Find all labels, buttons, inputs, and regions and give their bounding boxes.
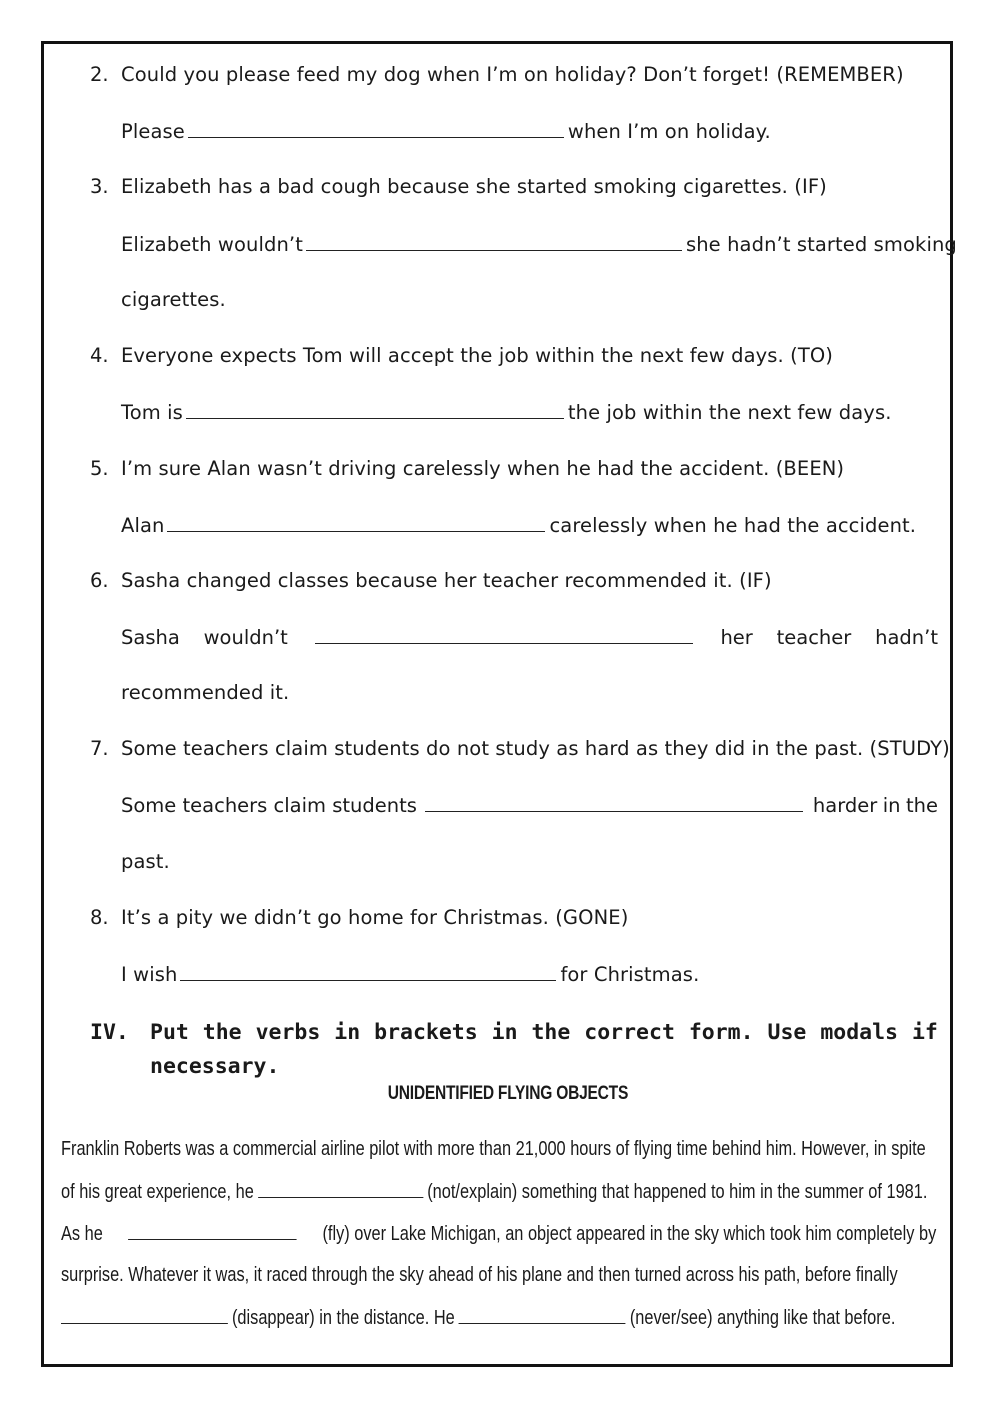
q7-number: 7. <box>90 737 109 760</box>
q8-answer-after: for Christmas. <box>560 963 700 986</box>
q5-prompt: I’m sure Alan wasn’t driving carelessly when he had the accident. (BEEN) <box>121 457 845 480</box>
q2-prompt: Could you please feed my dog when I’m on holiday? Don’t forget! (REMEMBER) <box>121 63 904 86</box>
q5-number: 5. <box>90 457 109 480</box>
q7-answer-before: Some teachers claim students <box>121 794 417 817</box>
q2-answer-after: when I’m on holiday. <box>567 120 771 143</box>
instruction-word: modals <box>820 1020 898 1045</box>
blank-disappear[interactable] <box>61 1306 228 1324</box>
q4-answer-before: Tom is <box>121 401 183 424</box>
blank-not-explain[interactable] <box>258 1180 423 1198</box>
instruction-word: Put <box>150 1020 189 1045</box>
section-iv-instruction-cont: necessary. <box>150 1054 280 1079</box>
q4-answer-blank[interactable] <box>186 400 564 419</box>
q8-answer-blank[interactable] <box>180 962 556 981</box>
q6-word: Sasha <box>121 626 180 649</box>
instruction-word: verbs <box>255 1020 321 1045</box>
q3-prompt: Elizabeth has a bad cough because she started smoking cigarettes. (IF) <box>121 175 827 198</box>
q6-number: 6. <box>90 569 109 592</box>
q4-number: 4. <box>90 344 109 367</box>
passage-line-3-after: (fly) over Lake Michigan, an object appeared in the sky which took him completely by <box>322 1223 937 1245</box>
section-iv-numeral: IV. <box>90 1020 129 1045</box>
instruction-word: Use <box>767 1020 807 1045</box>
q5-answer-before: Alan <box>121 514 165 537</box>
passage-line-3 <box>61 1222 936 1246</box>
q8-number: 8. <box>90 906 109 929</box>
q7-prompt: Some teachers claim students do not study as hard as they did in the past. (STUDY) <box>121 737 950 760</box>
passage-line-2 <box>61 1180 936 1204</box>
passage-line-5 <box>61 1306 936 1330</box>
instruction-word: correct <box>584 1020 675 1045</box>
q7-word: harder <box>812 794 878 817</box>
q3-number: 3. <box>90 175 109 198</box>
q8-answer-line <box>121 962 699 986</box>
instruction-word: brackets <box>374 1020 478 1045</box>
q5-answer-blank[interactable] <box>167 513 545 532</box>
q3-answer-line <box>121 232 957 256</box>
q7-word: the <box>905 794 938 817</box>
q3-answer-after: she hadn’t started smoking <box>685 233 957 256</box>
instruction-word: if <box>911 1020 938 1045</box>
q2-answer-blank[interactable] <box>188 119 564 138</box>
instruction-word: the <box>202 1020 242 1045</box>
passage-title: UNIDENTIFIED FLYING OBJECTS <box>387 1083 629 1104</box>
passage-line-4-text: surprise. Whatever it was, it raced through the sky ahead of his plane and then turned across his path, before finally <box>61 1264 898 1286</box>
q6-answer-cont: recommended it. <box>121 681 290 704</box>
q5-answer-after: carelessly when he had the accident. <box>549 514 917 537</box>
passage-line-4 <box>61 1264 936 1287</box>
passage-line-5-mid: (disappear) in the distance. He <box>231 1307 455 1329</box>
q3-answer-blank[interactable] <box>306 232 682 251</box>
q4-answer-line <box>121 400 892 424</box>
passage-line-3-before: As he <box>61 1223 103 1245</box>
section-iv-instruction <box>150 1020 938 1045</box>
instruction-word: the <box>531 1020 571 1045</box>
passage-line-5-after: (never/see) anything like that before. <box>629 1307 896 1329</box>
passage-line-2-before: of his great experience, he <box>61 1181 254 1203</box>
q2-answer-line <box>121 119 771 143</box>
q7-word: in <box>882 794 901 817</box>
q7-answer-blank[interactable] <box>425 793 803 812</box>
q8-prompt: It’s a pity we didn’t go home for Christmas. (GONE) <box>121 906 629 929</box>
instruction-word: in <box>334 1020 361 1045</box>
q8-answer-before: I wish <box>121 963 178 986</box>
q6-answer-line <box>121 625 938 649</box>
q6-word: her <box>720 626 753 649</box>
passage-line-1-text: Franklin Roberts was a commercial airline pilot with more than 21,000 hours of flying time behind him. However, in spite <box>61 1138 926 1160</box>
q3-answer-before: Elizabeth wouldn’t <box>121 233 303 256</box>
q2-answer-before: Please <box>121 120 185 143</box>
q4-prompt: Everyone expects Tom will accept the job within the next few days. (TO) <box>121 344 834 367</box>
q6-word: hadn’t <box>875 626 938 649</box>
q6-prompt: Sasha changed classes because her teacher recommended it. (IF) <box>121 569 772 592</box>
passage-line-1 <box>61 1138 936 1161</box>
q6-word: wouldn’t <box>203 626 288 649</box>
blank-never-see[interactable] <box>459 1306 626 1324</box>
instruction-word: form. <box>688 1020 754 1045</box>
q5-answer-line <box>121 513 916 537</box>
passage-line-2-after: (not/explain) something that happened to him in the summer of 1981. <box>427 1181 928 1203</box>
q4-answer-after: the job within the next few days. <box>567 401 892 424</box>
q6-word: teacher <box>776 626 852 649</box>
q7-answer-cont: past. <box>121 850 170 873</box>
instruction-word: in <box>491 1020 518 1045</box>
blank-fly[interactable] <box>128 1222 297 1240</box>
q7-answer-line <box>121 793 938 817</box>
q3-answer-cont: cigarettes. <box>121 288 226 311</box>
q2-number: 2. <box>90 63 109 86</box>
q6-answer-blank[interactable] <box>315 625 693 644</box>
